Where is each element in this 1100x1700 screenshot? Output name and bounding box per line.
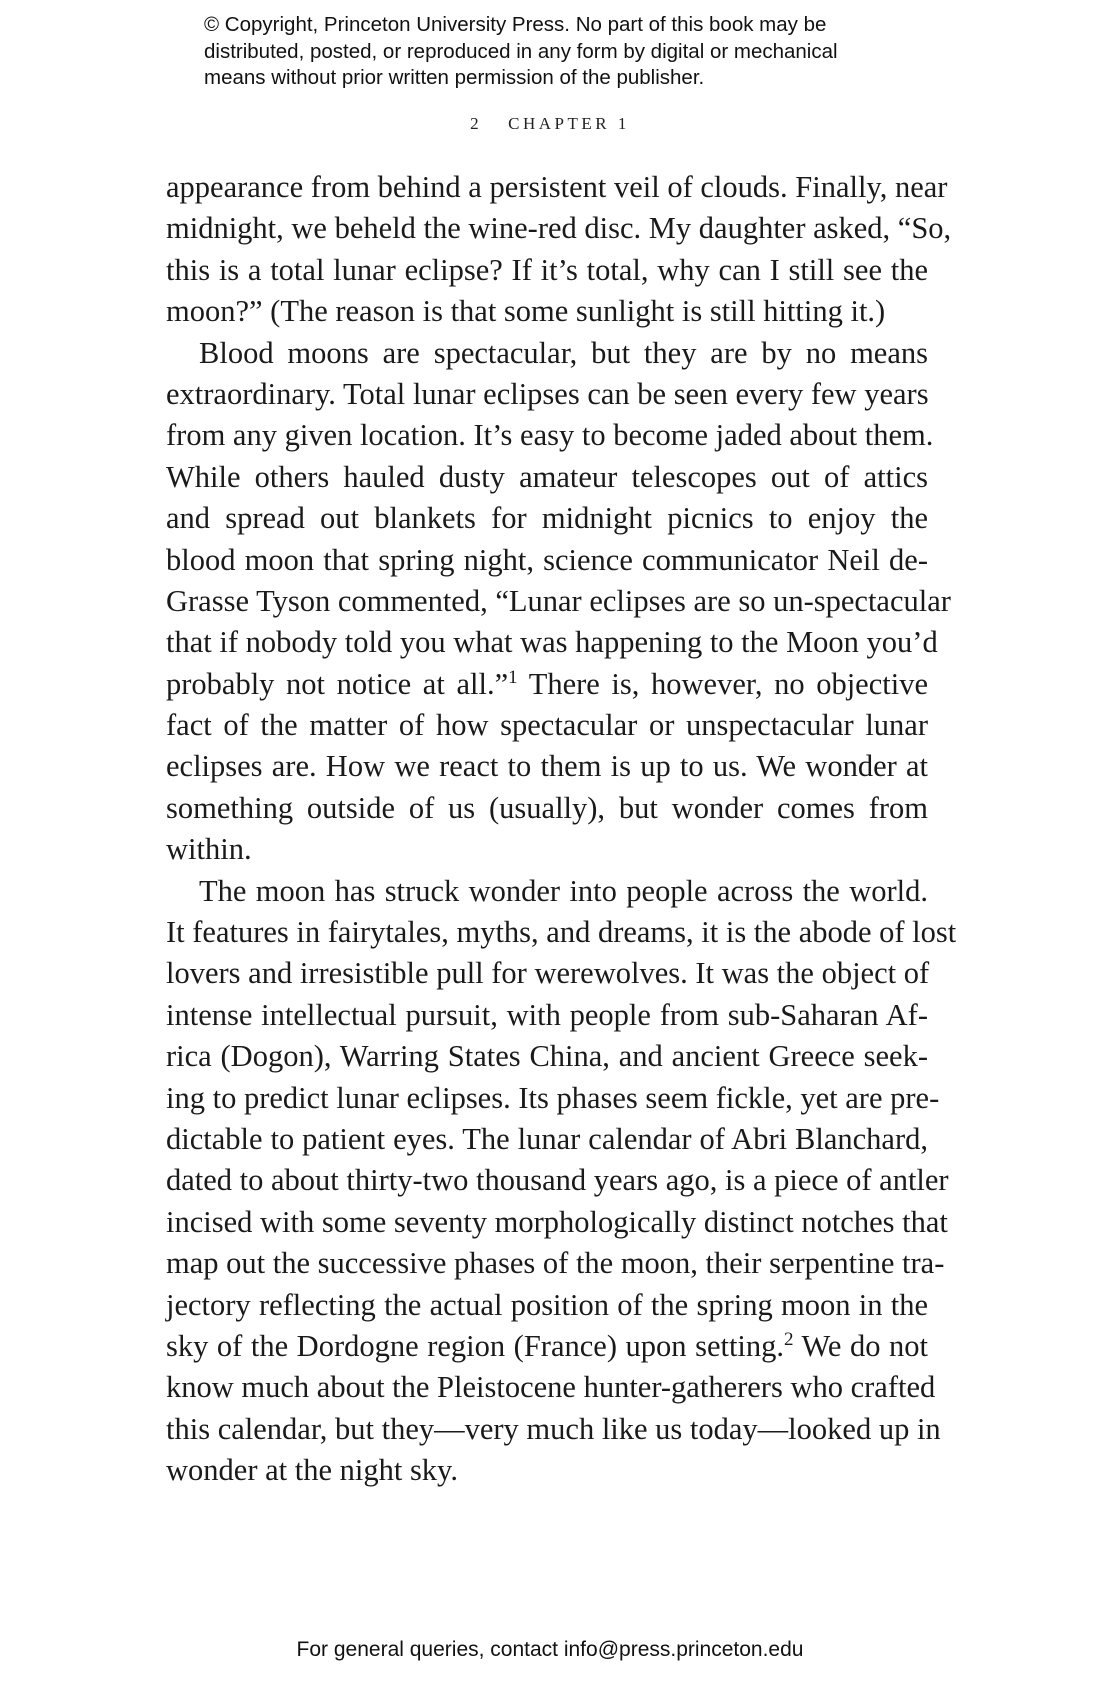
text-line: moon?” (The reason is that some sunlight is still hitting it.): [166, 294, 886, 329]
body-text: [166, 167, 957, 1492]
text-line: intense intellectual pursuit, with people from sub-Saharan Af-: [166, 997, 928, 1032]
text-line: within.: [166, 832, 252, 867]
text-line: this is a total lunar eclipse? If it’s total, why can I still see the: [166, 252, 928, 287]
copyright-line: distributed, posted, or reproduced in any form by digital or mechanical: [204, 39, 838, 63]
text-segment: There is, however, no objective: [517, 666, 928, 701]
contact-footer: For general queries, contact info@press.princeton.edu: [296, 1638, 804, 1661]
text-line: extraordinary. Total lunar eclipses can be seen every few years: [166, 376, 929, 411]
copyright-line: means without prior written permission of the publisher.: [204, 66, 705, 89]
text-line: lovers and irresistible pull for werewolves. It was the object of: [166, 956, 930, 991]
running-head: [0, 114, 1100, 134]
text-line: wonder at the night sky.: [166, 1453, 458, 1488]
text-line: something outside of us (usually), but wonder comes from: [166, 790, 928, 825]
text-line: appearance from behind a persistent veil of clouds. Finally, near: [166, 170, 948, 204]
text-line: Grasse Tyson commented, “Lunar eclipses are so un-spectacular: [166, 583, 951, 618]
text-line: rica (Dogon), Warring States China, and ancient Greece seek-: [166, 1039, 928, 1074]
text-line: [166, 1326, 928, 1367]
text-line: eclipses are. How we react to them is up to us. We wonder at: [166, 749, 928, 784]
text-line: Blood moons are spectacular, but they are by no means: [199, 335, 928, 370]
text-line: map out the successive phases of the moon, their serpentine tra-: [166, 1246, 945, 1281]
footnote-ref-1[interactable]: 1: [508, 666, 518, 688]
text-line: from any given location. It’s easy to become jaded about them.: [166, 418, 934, 453]
copyright-line: © Copyright, Princeton University Press. No part of this book may be: [204, 13, 827, 36]
text-line: It features in fairytales, myths, and dreams, it is the abode of lost: [166, 915, 957, 950]
text-line: jectory reflecting the actual position of the spring moon in the: [166, 1287, 928, 1322]
text-line: blood moon that spring night, science communicator Neil de-: [166, 542, 928, 577]
text-segment: probably not notice at all.”: [166, 666, 509, 701]
copyright-notice: [204, 12, 964, 92]
text-line: incised with some seventy morphologically distinct notches that: [166, 1204, 948, 1239]
text-line: While others hauled dusty amateur telescopes out of attics: [166, 459, 928, 494]
text-line: this calendar, but they—very much like us today—looked up in: [166, 1411, 941, 1446]
chapter-title: CHAPTER 1: [508, 114, 630, 133]
text-line: dated to about thirty-two thousand years ago, is a piece of antler: [166, 1163, 949, 1198]
text-line: and spread out blankets for midnight picnics to enjoy the: [166, 501, 928, 536]
text-line: know much about the Pleistocene hunter-gatherers who crafted: [166, 1370, 936, 1405]
text-segment: sky of the Dordogne region (France) upon setting.: [166, 1328, 785, 1363]
text-line: dictable to patient eyes. The lunar calendar of Abri Blanchard,: [166, 1121, 928, 1156]
text-line: ing to predict lunar eclipses. Its phases seem fickle, yet are pre-: [166, 1080, 940, 1115]
text-line: that if nobody told you what was happening to the Moon you’d: [166, 625, 938, 660]
text-segment: We do not: [793, 1328, 928, 1363]
footnote-ref-2[interactable]: 2: [784, 1328, 794, 1350]
text-line: [166, 664, 928, 705]
text-line: midnight, we beheld the wine-red disc. My daughter asked, “So,: [166, 211, 952, 246]
text-line: The moon has struck wonder into people across the world.: [199, 873, 928, 908]
text-line: fact of the matter of how spectacular or unspectacular lunar: [166, 708, 928, 743]
page-number: 2: [470, 114, 483, 133]
